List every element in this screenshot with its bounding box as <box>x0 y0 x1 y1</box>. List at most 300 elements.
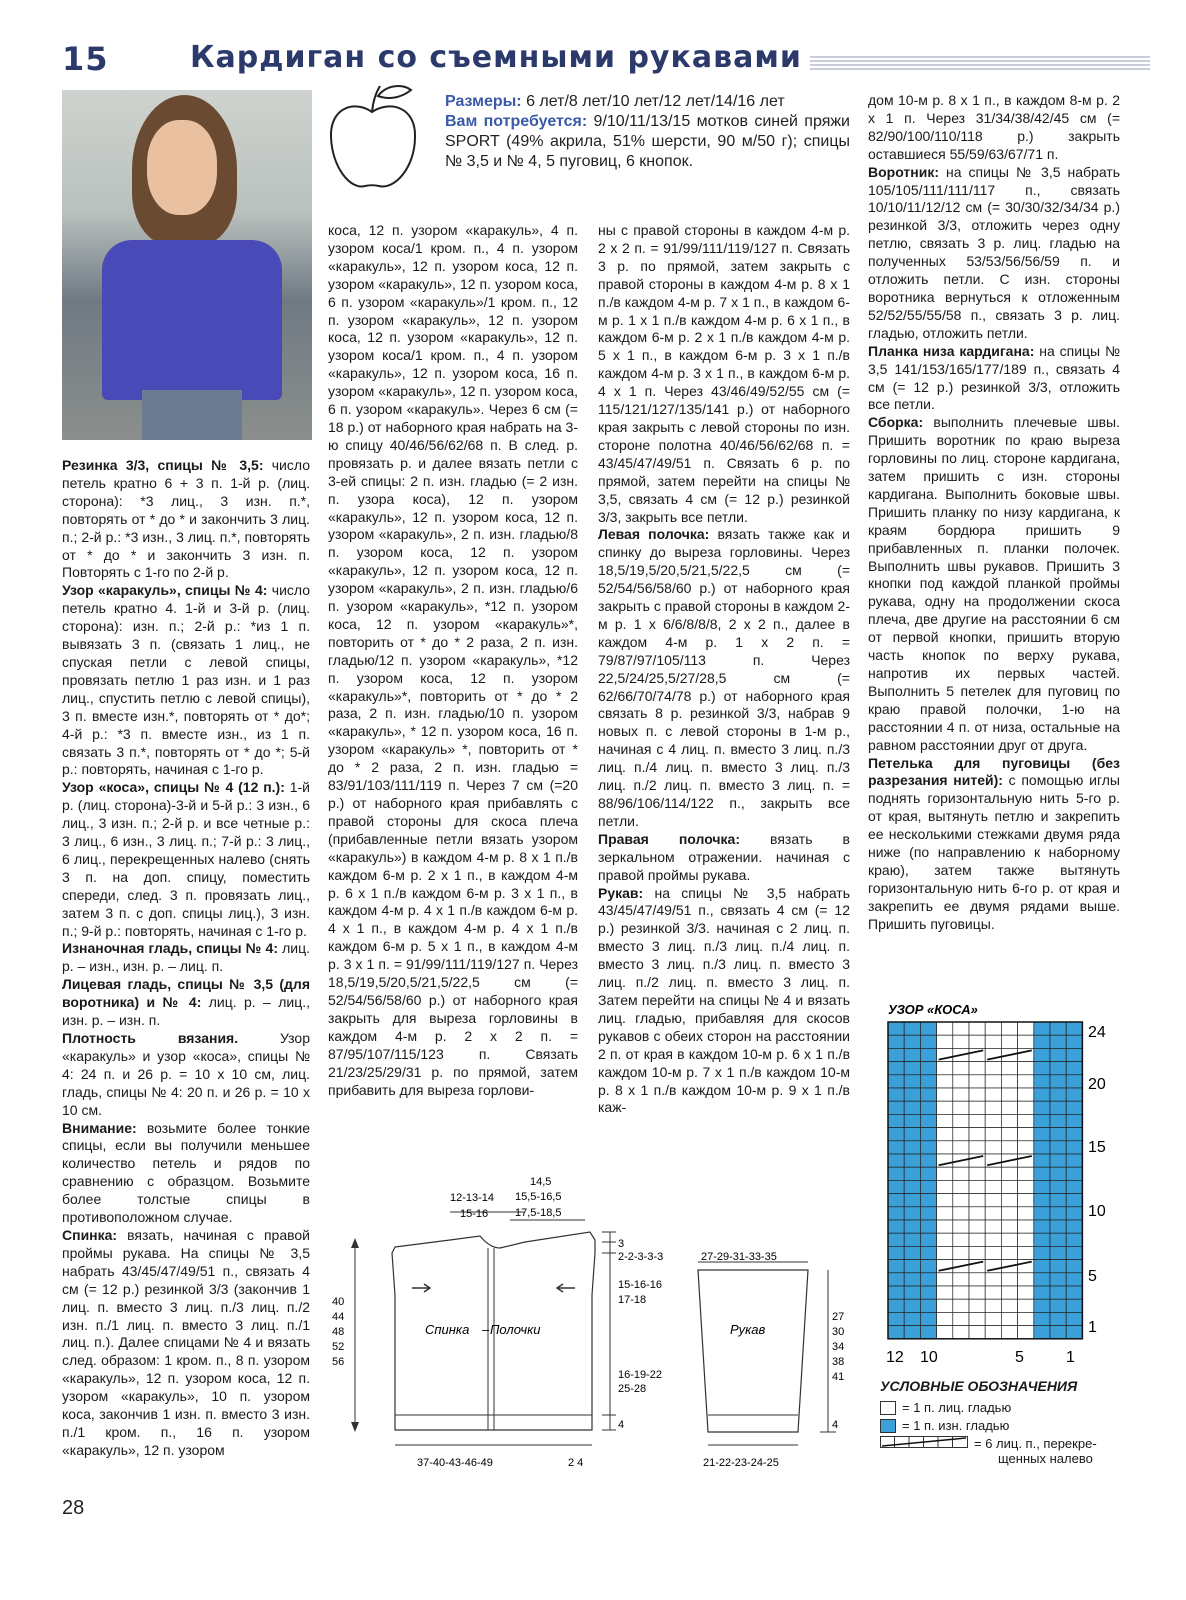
chart-cell <box>1066 1260 1082 1273</box>
chart-cell <box>904 1260 920 1273</box>
chart-cell <box>937 1035 953 1048</box>
intro-block <box>445 92 850 172</box>
legend-item: = 1 п. изн. гладью <box>880 1418 1140 1433</box>
chart-cell <box>969 1141 985 1154</box>
chart-cell <box>937 1299 953 1312</box>
chart-cell <box>969 1326 985 1339</box>
chart-cell <box>920 1075 936 1088</box>
chart-cell <box>1050 1075 1066 1088</box>
chart-cell <box>1034 1128 1050 1141</box>
needs-label: Вам потребуется: <box>445 113 588 130</box>
dim-label: 17-18 <box>618 1294 647 1306</box>
chart-cell <box>904 1220 920 1233</box>
paragraph: Правая полочка: вязать в зеркальном отражении. начиная с правой проймы рукава. <box>598 830 850 883</box>
chart-cell <box>1034 1167 1050 1180</box>
chart-cell <box>1066 1273 1082 1286</box>
dim-label: 15-16-16 <box>618 1279 663 1291</box>
chart-cell <box>1018 1062 1034 1075</box>
chart-cell <box>1001 1167 1017 1180</box>
chart-cell <box>1001 1220 1017 1233</box>
chart-cell <box>920 1101 936 1114</box>
chart-cell <box>1018 1180 1034 1193</box>
chart-cell <box>937 1180 953 1193</box>
chart-cell <box>904 1048 920 1061</box>
col-label: 5 <box>1015 1349 1024 1366</box>
chart-cell <box>1001 1022 1017 1035</box>
dim-label: 16-19-22 <box>618 1369 663 1381</box>
dim-label: 12-13-14 <box>450 1192 495 1204</box>
chart-cell <box>1034 1246 1050 1259</box>
dim-label: 4 <box>618 1419 625 1431</box>
page-number: 28 <box>62 1497 85 1519</box>
chart-cell <box>1034 1114 1050 1127</box>
paragraph: Плотность вязания. Узор «каракуль» и узор «коса», спицы № 4: 24 п. и 26 р. = 10 х 10 см, лиц. гладь, спицы № 4: 20 п. и 26 р. = 10 х 10 см. <box>62 1030 310 1118</box>
chart-cell <box>1050 1233 1066 1246</box>
chart-cell <box>1018 1246 1034 1259</box>
chart-cell <box>953 1167 969 1180</box>
chart-cell <box>1018 1273 1034 1286</box>
chart-cell <box>904 1207 920 1220</box>
chart-cell <box>904 1128 920 1141</box>
chart-cell <box>1018 1233 1034 1246</box>
chart-cell <box>985 1101 1001 1114</box>
row-label: 10 <box>1088 1203 1106 1220</box>
chart-cell <box>1066 1246 1082 1259</box>
chart-cell <box>985 1167 1001 1180</box>
dim-label: 2 4 <box>568 1457 584 1469</box>
paragraph: Сборка: выполнить плечевые швы. Пришить воротник по краю выреза горловины по лиц. стороне кардигана, затем пришить с изн. стороны кардигана. Выполнить боковые швы. Пришить планку по низу кардигана, к краям бордюра пришить 9 прибавленных п. планки полочек. Выполнить швы рукавов. Пришить 3 кнопки под каждой планкой проймы рукава, одну на продолжении скоса плеча, две другие на расстоянии 6 см от первой кнопки, пришить вторую часть кнопок по верху рукава, напротив их первых частей. Выполнить 5 петелек для пуговиц по краю правой полочки, 1-ю на расстоянии 4 п. от низа, остальные на равном расстоянии друг от друга. <box>868 414 1120 753</box>
chart-cell <box>953 1246 969 1259</box>
chart-cell <box>937 1141 953 1154</box>
chart-cell <box>953 1286 969 1299</box>
paragraph: ны с правой стороны в каждом 4-м р. 2 х 2 п. = 91/99/111/119/127 п. Связать 3 р. по прямой, затем закрыть с правой стороны в каждом 4-м р. 8 х 1 п./в каждом 4-м р. 7 х 1 п., в каждом 6-м р. 1 х 1 п./в каждом 4-м р. 6 х 1 п., в каждом 6-м р. 2 х 1 п./в каждом 4-м р. 5 х 1 п., в каждом 6-м р. 3 х 1 п./в каждом 4-м р. 3 х 1 п., в каждом 6-м р. 4 х 1 п. Через 43/46/49/52/55 см (= 115/121/127/135/141 р.) от наборного края закрыть с левой стороны по изн. стороне полотна 40/46/56/62/68 п. = 43/45/47/49/51 п. Связать 6 р. по прямой, затем перейти на спицы № 3,5, связать 4 см (= 12 р.) резинкой 3/3, закрыть все петли. <box>598 222 850 525</box>
chart-cell <box>937 1194 953 1207</box>
chart-cell <box>1066 1326 1082 1339</box>
col-label: 12 <box>886 1349 904 1366</box>
col-label: 10 <box>920 1349 938 1366</box>
chart-cell <box>920 1246 936 1259</box>
cable-cross-icon <box>880 1436 968 1448</box>
chart-cell <box>985 1273 1001 1286</box>
chart-cell <box>937 1207 953 1220</box>
chart-cell <box>1018 1194 1034 1207</box>
chart-cell <box>1018 1101 1034 1114</box>
chart-cell <box>904 1022 920 1035</box>
chart-cell <box>953 1114 969 1127</box>
chart-cell <box>969 1207 985 1220</box>
pattern-number: 15 <box>62 40 109 78</box>
dim-label: 4 <box>832 1419 839 1431</box>
chart-cell <box>920 1114 936 1127</box>
chart-cell <box>904 1154 920 1167</box>
dim-label: 21-22-23-24-25 <box>703 1457 779 1469</box>
chart-cell <box>937 1075 953 1088</box>
chart-cell <box>1050 1220 1066 1233</box>
chart-cell <box>1034 1286 1050 1299</box>
knit-swatch-icon <box>880 1401 896 1415</box>
chart-cell <box>969 1101 985 1114</box>
chart-cell <box>1034 1312 1050 1325</box>
chart-cell <box>985 1128 1001 1141</box>
paragraph: Воротник: на спицы № 3,5 набрать 105/105/111/111/117 п., связать 10/10/11/12/12 см (= 30/30/32/34/34 р.) резинкой 3/3, отложить через одну петлю, связать 3 р. лиц. гладью на полученных 53/53/56/56/59 п. и отложить петли. С изн. стороны воротника вернуться к отложенным 52/52/55/55/58 п., связать 3 р. лиц. гладью, отложить петли. <box>868 163 1120 341</box>
chart-cell <box>1001 1246 1017 1259</box>
paragraph: Изнаночная гладь, спицы № 4: лиц. р. – изн., изн. р. – лиц. п. <box>62 940 310 975</box>
chart-cell <box>920 1194 936 1207</box>
chart-cell <box>937 1114 953 1127</box>
purl-swatch-icon <box>880 1419 896 1433</box>
column-4 <box>868 92 1120 934</box>
chart-cell <box>920 1062 936 1075</box>
chart-cell <box>1066 1167 1082 1180</box>
chart-cell <box>904 1233 920 1246</box>
chart-cell <box>969 1128 985 1141</box>
chart-cell <box>888 1194 904 1207</box>
sleeve-label: Рукав <box>730 1322 766 1337</box>
chart-cell <box>1066 1101 1082 1114</box>
chart-cell <box>1034 1141 1050 1154</box>
chart-cell <box>888 1246 904 1259</box>
chart-cell <box>1050 1114 1066 1127</box>
chart-cell <box>969 1035 985 1048</box>
chart-cell <box>985 1114 1001 1127</box>
chart-cell <box>1001 1207 1017 1220</box>
chart-cell <box>1050 1154 1066 1167</box>
chart-cell <box>888 1260 904 1273</box>
chart-cell <box>985 1207 1001 1220</box>
chart-cell <box>1066 1035 1082 1048</box>
chart-cell <box>888 1075 904 1088</box>
chart-cell <box>969 1312 985 1325</box>
chart-cell <box>920 1312 936 1325</box>
paragraph: Узор «коса», спицы № 4 (12 п.): 1-й р. (лиц. сторона)-3-й и 5-й р.: 3 изн., 6 лиц., 3 изн. п.; 2-й р. и все четные р.: 3 лиц., 6 изн., 3 лиц. п.; 7-й р.: 3 лиц., 6 лиц., перекрещенных налево (снять 3 п. на доп. спицу, поместить спереди, след. 3 п. провязать лиц., затем 3 п. с доп. спицы лиц.), 3 изн. п.; 9-й р.: повторять, начиная с 1-го р. <box>62 779 310 939</box>
row-label: 1 <box>1088 1319 1097 1336</box>
chart-cell <box>904 1062 920 1075</box>
chart-cell <box>1018 1220 1034 1233</box>
chart-cell <box>937 1167 953 1180</box>
dim-label: 2-2-3-3-3 <box>618 1251 664 1263</box>
dim-label: 34 <box>832 1341 845 1353</box>
chart-grid <box>888 1022 1082 1339</box>
chart-cell <box>888 1286 904 1299</box>
chart-cell <box>1050 1088 1066 1101</box>
paragraph: дом 10-м р. 8 х 1 п., в каждом 8-м р. 2 х 1 п. Через 31/34/38/42/45 см (= 82/90/100/110/118 р.) закрыть оставшиеся 55/59/63/67/71 п. <box>868 92 1120 162</box>
row-label: 20 <box>1088 1076 1106 1093</box>
dim-label: 40 <box>332 1296 345 1308</box>
svg-text:–: – <box>482 1322 490 1337</box>
chart-cell <box>1034 1194 1050 1207</box>
chart-cell <box>1018 1114 1034 1127</box>
chart-cell <box>904 1101 920 1114</box>
chart-cell <box>920 1167 936 1180</box>
chart-cell <box>1034 1048 1050 1061</box>
chart-cell <box>1050 1180 1066 1193</box>
chart-cell <box>953 1273 969 1286</box>
chart-cell <box>1001 1326 1017 1339</box>
chart-cell <box>985 1299 1001 1312</box>
chart-cell <box>1066 1141 1082 1154</box>
chart-cell <box>985 1075 1001 1088</box>
page-title: Кардиган со съемными рукавами <box>190 40 810 75</box>
chart-cell <box>953 1101 969 1114</box>
chart-cell <box>953 1022 969 1035</box>
chart-cell <box>1001 1312 1017 1325</box>
chart-cell <box>1066 1128 1082 1141</box>
chart-cell <box>969 1022 985 1035</box>
chart-cell <box>985 1141 1001 1154</box>
chart-cell <box>1018 1128 1034 1141</box>
chart-cell <box>1018 1207 1034 1220</box>
chart-cell <box>904 1075 920 1088</box>
dim-label: 30 <box>832 1326 845 1338</box>
chart-cell <box>904 1286 920 1299</box>
chart-cell <box>953 1312 969 1325</box>
chart-cell <box>920 1326 936 1339</box>
legend-title: УСЛОВНЫЕ ОБОЗНАЧЕНИЯ <box>880 1378 1078 1394</box>
chart-cell <box>920 1154 936 1167</box>
chart-cell <box>1018 1299 1034 1312</box>
chart-cell <box>953 1180 969 1193</box>
chart-cell <box>1050 1128 1066 1141</box>
chart-cell <box>937 1312 953 1325</box>
chart-cell <box>1018 1035 1034 1048</box>
chart-cell <box>969 1180 985 1193</box>
cable-chart <box>880 1000 1130 1400</box>
chart-cell <box>920 1233 936 1246</box>
chart-cell <box>953 1207 969 1220</box>
chart-cell <box>985 1035 1001 1048</box>
chart-cell <box>1050 1194 1066 1207</box>
chart-cell <box>1018 1022 1034 1035</box>
chart-cell <box>953 1233 969 1246</box>
chart-cell <box>1050 1299 1066 1312</box>
chart-title: УЗОР «КОСА» <box>888 1002 978 1017</box>
dim-label: 52 <box>332 1341 345 1353</box>
chart-cell <box>888 1273 904 1286</box>
chart-cell <box>888 1062 904 1075</box>
chart-cell <box>969 1167 985 1180</box>
chart-cell <box>937 1220 953 1233</box>
chart-cell <box>953 1299 969 1312</box>
front-label: Полочки <box>490 1322 541 1337</box>
chart-cell <box>1001 1075 1017 1088</box>
model-photo <box>62 90 312 440</box>
chart-cell <box>888 1299 904 1312</box>
chart-cell <box>1001 1299 1017 1312</box>
legend-item: = 6 лиц. п., перекре- щенных налево <box>880 1436 1140 1466</box>
chart-cell <box>1066 1075 1082 1088</box>
dim-label: 44 <box>332 1311 345 1323</box>
chart-cell <box>1050 1062 1066 1075</box>
chart-cell <box>937 1326 953 1339</box>
chart-cell <box>904 1180 920 1193</box>
chart-cell <box>937 1273 953 1286</box>
garment-schematic <box>320 1170 870 1470</box>
chart-cell <box>1018 1312 1034 1325</box>
chart-cell <box>1001 1088 1017 1101</box>
chart-cell <box>1050 1048 1066 1061</box>
chart-cell <box>985 1194 1001 1207</box>
paragraph: Лицевая гладь, спицы № 3,5 (для воротника) и № 4: лиц. р. – лиц., изн. р. – изн. п. <box>62 976 310 1029</box>
dim-label: 3 <box>618 1238 625 1250</box>
chart-cell <box>1034 1326 1050 1339</box>
chart-cell <box>985 1180 1001 1193</box>
dim-label: 25-28 <box>618 1383 647 1395</box>
header <box>0 40 1150 80</box>
chart-cell <box>953 1141 969 1154</box>
chart-cell <box>1066 1194 1082 1207</box>
chart-cell <box>920 1207 936 1220</box>
chart-cell <box>1001 1141 1017 1154</box>
chart-cell <box>888 1167 904 1180</box>
dim-label: 15-16 <box>460 1208 489 1220</box>
chart-cell <box>1050 1286 1066 1299</box>
chart-cell <box>1066 1180 1082 1193</box>
sizes-label: Размеры: <box>445 93 522 110</box>
chart-cell <box>1018 1088 1034 1101</box>
chart-cell <box>1034 1075 1050 1088</box>
dim-label: 14,5 <box>530 1176 552 1188</box>
chart-cell <box>1050 1167 1066 1180</box>
chart-cell <box>953 1128 969 1141</box>
chart-cell <box>888 1114 904 1127</box>
chart-cell <box>1050 1141 1066 1154</box>
paragraph: Петелька для пуговицы (без разрезания нитей): с помощью иглы поднять горизонтальную нить 5-го р. от края, вытянуть петлю и закрепить ее несколькими стежками двумя ряда ниже (по направлению к наборному краю), затем также вытянуть горизонтальную нить 6-го р. от края и закрепить ее двумя рядами выше. Пришить пуговицы. <box>868 754 1120 932</box>
chart-cell <box>1050 1312 1066 1325</box>
chart-cell <box>904 1167 920 1180</box>
paragraph: коса, 12 п. узором «каракуль», 4 п. узором коса/1 кром. п., 4 п. узором «каракуль», 12 п. узором коса, 12 п. узором «каракуль», 12 п. узором коса, 6 п. узором «каракуль»/1 кром. п., 12 п. узором «каракуль», 12 п. узором коса, 12 п. узором «каракуль», 12 п. узором коса/1 кром. п., 4 п. узором «каракуль», 12 п. узором коса, 16 п. узором «каракуль», 12 п. узором коса, 6 п. узором «каракуль». Через 6 см (= 18 р.) от наборного края набрать на 3-ю спицу 40/46/56/62/68 п. В след. р. провязать р. и далее вязать петли с 3-ей спицы: 2 п. изн. гладью (= 2 изн. п. узора коса), 12 п. узором «каракуль», 12 п. узором коса, 12 п. узором «каракуль», 2 п. изн. гладью/8 п. узором коса, 12 п. узором «каракуль», 12 п. узором коса, 12 п. узором «каракуль», 2 п. изн. гладью/6 п. узором «каракуль», *12 п. узором коса, 12 п. узором «каракуль»*, повторить от * до * 2 раза, 2 п. изн. гладью/12 п. узором «каракуль», *12 п. узором коса, 12 п. узором «каракуль»*, повторить от * до * 2 раза, 2 п. изн. гладью/10 п. узором «каракуль», * 12 п. узором коса, 16 п. узором «каракуль» *, повторить от * до * 2 раза, 2 п. изн. гладью = 83/91/103/111/119 п. Через 7 см (=20 р.) от наборного края прибавлять с правой стороны для скоса плеча (прибавленные петли вязать узором «каракуль») в каждом 4-м р. 8 х 1 п./в каждом 6-м р. 2 х 1 п., в каждом 4-м р. 6 х 1 п./в каждом 6-м р. 3 х 1 п., в каждом 4-м р. 4 х 1 п./в каждом 6-м р. 4 х 1 п., в каждом 4-м р. 4 х 1 п./в каждом 6-м р. 5 х 1 п., в каждом 4-м р. 3 х 1 п. = 91/99/111/119/127 п. Через 18,5/19,5/20,5/21,5/22,5 см (= 52/54/56/58/60 р.) от наборного края закрыть для выреза горловины в каждом 4-м р. 2 х 2 п. = 87/95/107/115/123 п. Связать 21/23/25/29/31 р. по прямой, затем прибавить для выреза горлови- <box>328 222 578 1098</box>
chart-cell <box>888 1233 904 1246</box>
chart-cell <box>1050 1246 1066 1259</box>
chart-cell <box>1066 1312 1082 1325</box>
chart-cell <box>920 1260 936 1273</box>
column-3 <box>598 222 850 1117</box>
chart-cell <box>1066 1299 1082 1312</box>
chart-cell <box>888 1180 904 1193</box>
chart-cell <box>888 1128 904 1141</box>
chart-cell <box>1034 1220 1050 1233</box>
chart-cell <box>1050 1326 1066 1339</box>
chart-cell <box>953 1088 969 1101</box>
col-label: 1 <box>1066 1349 1075 1366</box>
chart-cell <box>904 1246 920 1259</box>
chart-cell <box>969 1246 985 1259</box>
chart-cell <box>1034 1101 1050 1114</box>
row-label: 15 <box>1088 1139 1106 1156</box>
chart-cell <box>1066 1048 1082 1061</box>
chart-cell <box>920 1035 936 1048</box>
chart-cell <box>969 1220 985 1233</box>
chart-cell <box>1034 1180 1050 1193</box>
chart-cell <box>937 1022 953 1035</box>
paragraph: Внимание: возьмите более тонкие спицы, если вы получили меньшее количество петель и рядов по сравнению с образцом. Возьмите более толстые спицы в противоположном случае. <box>62 1119 310 1226</box>
chart-cell <box>904 1035 920 1048</box>
chart-cell <box>1018 1141 1034 1154</box>
chart-cell <box>937 1101 953 1114</box>
chart-cell <box>953 1220 969 1233</box>
chart-cell <box>1001 1101 1017 1114</box>
chart-cell <box>985 1062 1001 1075</box>
chart-cell <box>888 1101 904 1114</box>
chart-cell <box>1050 1035 1066 1048</box>
chart-cell <box>1066 1220 1082 1233</box>
chart-cell <box>969 1114 985 1127</box>
chart-cell <box>888 1154 904 1167</box>
dim-label: 37-40-43-46-49 <box>417 1457 493 1469</box>
chart-cell <box>888 1326 904 1339</box>
chart-cell <box>904 1326 920 1339</box>
chart-cell <box>985 1022 1001 1035</box>
chart-cell <box>1034 1035 1050 1048</box>
chart-cell <box>904 1141 920 1154</box>
chart-cell <box>1001 1273 1017 1286</box>
chart-cell <box>953 1062 969 1075</box>
chart-cell <box>1034 1260 1050 1273</box>
chart-cell <box>1001 1180 1017 1193</box>
chart-cell <box>904 1088 920 1101</box>
chart-cell <box>1034 1233 1050 1246</box>
chart-cell <box>937 1088 953 1101</box>
back-label: Спинка <box>425 1322 470 1337</box>
chart-cell <box>920 1299 936 1312</box>
dim-label: 41 <box>832 1371 845 1383</box>
chart-cell <box>985 1246 1001 1259</box>
chart-cell <box>953 1326 969 1339</box>
chart-cell <box>1001 1194 1017 1207</box>
chart-cell <box>1066 1286 1082 1299</box>
chart-cell <box>904 1299 920 1312</box>
chart-cell <box>1066 1154 1082 1167</box>
chart-cell <box>920 1022 936 1035</box>
row-label: 5 <box>1088 1268 1097 1285</box>
chart-cell <box>937 1233 953 1246</box>
chart-cell <box>1001 1128 1017 1141</box>
chart-cell <box>1034 1154 1050 1167</box>
chart-cell <box>920 1128 936 1141</box>
paragraph: Узор «каракуль», спицы № 4: число петель кратно 4. 1-й и 3-й р. (лиц. сторона): изн. п.; 2-й р.: *из 1 п. вывязать 3 п. (связать 1 лиц., не спуская петли с левой спицы, провязать петлю 1 раз изн. и 1 раз лиц., спустить петлю с левой спицы), 3 п. вместе изн.*, повторять от * до*; 4-й р.: *3 п. вместе изн., из 1 п. связать 3 п.*, повторять от * до *; 5-й р.: повторять, начиная с 1-го р. <box>62 582 311 778</box>
chart-cell <box>920 1286 936 1299</box>
chart-cell <box>1001 1233 1017 1246</box>
chart-cell <box>1066 1088 1082 1101</box>
chart-cell <box>904 1194 920 1207</box>
dim-label: 38 <box>832 1356 845 1368</box>
chart-cell <box>1066 1022 1082 1035</box>
legend <box>880 1378 1140 1466</box>
chart-cell <box>888 1220 904 1233</box>
chart-cell <box>969 1233 985 1246</box>
chart-cell <box>937 1286 953 1299</box>
chart-cell <box>1001 1114 1017 1127</box>
chart-cell <box>904 1312 920 1325</box>
chart-cell <box>1066 1114 1082 1127</box>
paragraph: Левая полочка: вязать также как и спинку до выреза горловины. Через 18,5/19,5/20,5/21,5/22,5 см (= 52/54/56/58/60 р.) от наборного края закрыть с правой стороны в каждом 2-м р. 1 х 6/6/8/8/8, 2 х 2 п., далее в каждом 4-м р. 1 х 2 п. = 79/87/97/105/113 п. Через 22,5/24/25,5/27/28,5 см (= 62/66/70/74/78 р.) от наборного края связать 8 р. резинкой 3/3, набрав 9 новых п. с левой стороны в 1-м р., начиная с 4 лиц. п. вместо 3 лиц. п./3 лиц. п./4 лиц. п. вместо 3 лиц. п./3 лиц. п./2 лиц. п. вместо 3 лиц. п. = 88/96/106/114/122 п., закрыть все петли. <box>598 526 850 829</box>
chart-cell <box>969 1062 985 1075</box>
chart-cell <box>1050 1207 1066 1220</box>
paragraph: Спинка: вязать, начиная с правой проймы рукава. На спицы № 3,5 набрать 43/45/47/49/51 п., связать 4 см (= 12 р.) резинкой 3/3 (закончив 1 лиц. п. вместо 3 лиц. п./3 лиц. п./2 изн. п./1 лиц. п. вместо 3 лиц. п./1 лиц. п.). Далее спицами № 4 и вязать след. образом: 1 кром. п., 8 п. узором «каракуль», 12 п. узором коса, 12 п. узором «каракуль», 10 п. узором коса, закончив 1 изн. п. вместо 3 изн. п./1 кром. п., 16 п. узором «каракуль», 12 п. узором <box>62 1226 310 1458</box>
chart-cell <box>969 1088 985 1101</box>
chart-cell <box>1066 1233 1082 1246</box>
chart-cell <box>1034 1207 1050 1220</box>
chart-cell <box>888 1048 904 1061</box>
chart-cell <box>888 1207 904 1220</box>
chart-cell <box>1018 1075 1034 1088</box>
chart-cell <box>888 1312 904 1325</box>
chart-cell <box>985 1233 1001 1246</box>
chart-cell <box>1034 1299 1050 1312</box>
chart-cell <box>985 1220 1001 1233</box>
chart-cell <box>1066 1207 1082 1220</box>
dim-label: 56 <box>332 1356 345 1368</box>
chart-cell <box>904 1273 920 1286</box>
